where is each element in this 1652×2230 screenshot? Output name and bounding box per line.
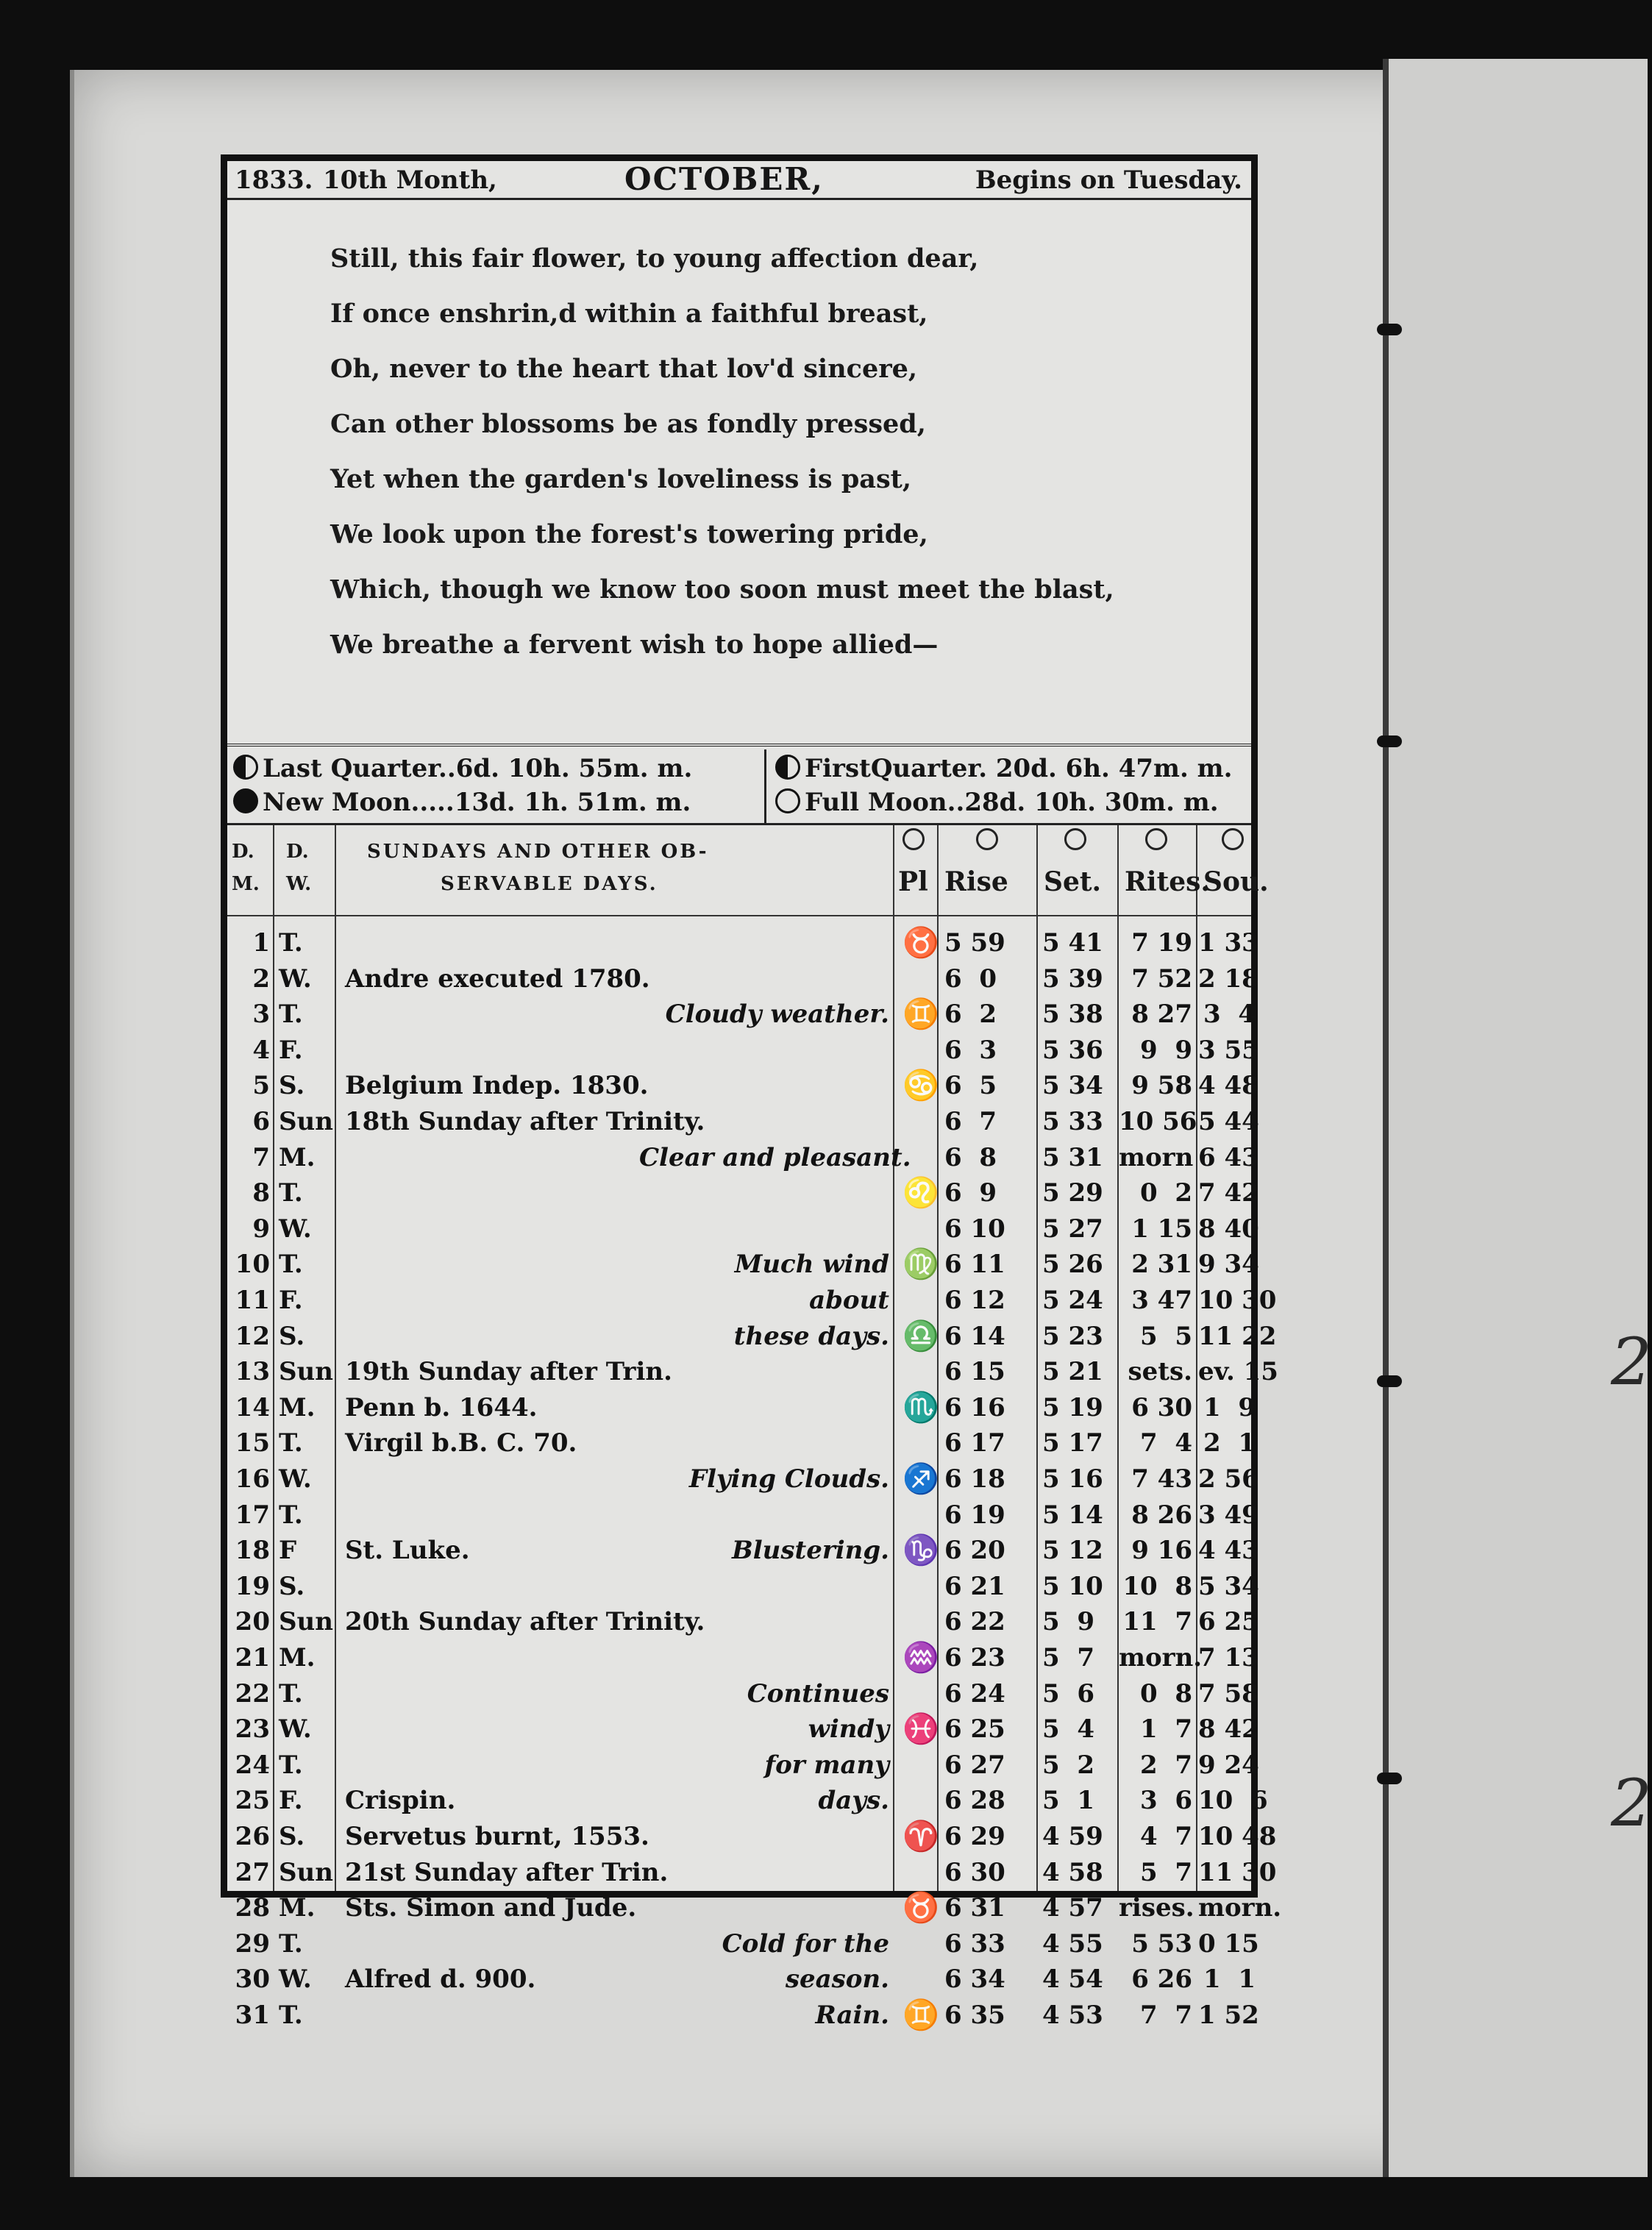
day-of-week: T. — [279, 1678, 303, 1709]
weather-note: Blustering. — [731, 1536, 889, 1566]
moon-rises: 7 52 — [1131, 963, 1192, 994]
moon-rises: 7 19 — [1131, 928, 1192, 958]
sun-set: 4 58 — [1042, 1857, 1103, 1887]
sun-rise: 6 14 — [944, 1321, 1005, 1351]
observable-day: Virgil b.B. C. 70. — [345, 1428, 577, 1458]
moon-south: 2 1 — [1203, 1428, 1256, 1458]
sun-rise: 6 5 — [944, 1071, 997, 1101]
weather-note: Clear and pleasant. — [639, 1142, 911, 1172]
last-quarter-text: Last Quarter..6d. 10h. 55m. m. — [263, 754, 693, 783]
new-moon-icon — [233, 788, 258, 813]
moon-rises: 8 26 — [1131, 1500, 1192, 1530]
planet-icon — [902, 828, 925, 850]
sun-rise: 6 33 — [944, 1928, 1005, 1959]
moon-south: 1 9 — [1203, 1392, 1256, 1422]
moon-rises: 9 9 — [1140, 1035, 1192, 1065]
day-of-month: 6 — [252, 1107, 270, 1136]
moon-rises: 5 5 — [1140, 1321, 1192, 1351]
moon-rises: 7 43 — [1131, 1464, 1192, 1494]
observable-day: Servetus burnt, 1553. — [345, 1822, 649, 1851]
zodiac-sign-icon: ♉ — [902, 925, 939, 960]
moon-south: 7 42 — [1198, 1178, 1259, 1208]
day-of-week: S. — [279, 1321, 305, 1351]
day-of-month: 4 — [252, 1035, 270, 1065]
weather-note: about — [809, 1286, 889, 1315]
zodiac-sign-icon: ♑ — [902, 1533, 939, 1568]
sun-set: 5 2 — [1042, 1750, 1094, 1780]
day-of-month: 29 — [235, 1928, 270, 1959]
zodiac-sign-icon: ♊ — [902, 997, 939, 1032]
sun-rise: 6 34 — [944, 1964, 1005, 1995]
sun-rise: 6 9 — [944, 1178, 997, 1208]
sun-set: 5 10 — [1042, 1571, 1103, 1601]
zodiac-sign-icon: ♈ — [902, 1819, 939, 1853]
full-moon — [775, 788, 1219, 817]
sun-set: 5 31 — [1042, 1142, 1103, 1172]
sun-rise: 6 18 — [944, 1464, 1005, 1494]
month-begins: Begins on Tuesday. — [975, 165, 1242, 195]
day-of-month: 11 — [235, 1286, 270, 1315]
verse-line: We look upon the forest's towering pride, — [330, 519, 928, 549]
day-of-month: 30 — [235, 1964, 270, 1995]
full-moon-icon — [775, 788, 800, 813]
moon-south: 2 56 — [1198, 1464, 1259, 1494]
day-of-week: S. — [279, 1822, 305, 1851]
weather-note: for many — [764, 1750, 889, 1780]
zodiac-sign-icon: ♒ — [902, 1640, 939, 1675]
moon-rises: 9 58 — [1131, 1071, 1192, 1101]
year-label: 1833. — [235, 165, 313, 195]
weather-note: Flying Clouds. — [688, 1464, 889, 1494]
day-of-month: 26 — [235, 1822, 270, 1851]
sun-set: 5 4 — [1042, 1714, 1094, 1745]
moon-rises: 0 8 — [1140, 1678, 1192, 1709]
sun-set: 5 27 — [1042, 1214, 1103, 1244]
moon-south: 5 34 — [1198, 1571, 1259, 1601]
day-of-week: Sun — [279, 1357, 333, 1387]
verse-line: Oh, never to the heart that lov'd sincere, — [330, 354, 918, 384]
day-of-week: S. — [279, 1571, 305, 1601]
zodiac-sign-icon: ♉ — [902, 1890, 939, 1926]
moon-south: 8 42 — [1198, 1714, 1259, 1745]
col-dm-line: M. — [232, 873, 260, 895]
weather-note: Rain. — [815, 2001, 889, 2030]
col-dw-line: D. — [286, 841, 309, 863]
day-of-month: 16 — [235, 1464, 270, 1494]
day-of-week: Sun — [279, 1107, 333, 1136]
moon-south: 1 33 — [1198, 928, 1259, 958]
observable-day: 20th Sunday after Trinity. — [345, 1607, 705, 1637]
day-of-month: 14 — [235, 1392, 270, 1422]
phase-divider — [764, 749, 766, 823]
moon-rises: 7 7 — [1140, 2001, 1192, 2030]
moon-rises: 9 16 — [1131, 1536, 1192, 1566]
observable-day: Crispin. — [345, 1786, 456, 1816]
col-set: Set. — [1044, 866, 1102, 897]
day-of-month: 18 — [235, 1536, 270, 1566]
moon-south: 0 15 — [1198, 1928, 1259, 1959]
moon-rises: 10 56 — [1119, 1107, 1197, 1136]
sun-set: 5 39 — [1042, 963, 1103, 994]
moon-rises: 0 2 — [1140, 1178, 1192, 1208]
moon-rises: 3 47 — [1131, 1286, 1192, 1315]
day-of-week: T. — [279, 1500, 303, 1530]
day-of-month: 1 — [252, 928, 270, 958]
day-of-month: 24 — [235, 1750, 270, 1780]
sun-set: 5 21 — [1042, 1357, 1103, 1387]
col-dm-line: D. — [232, 841, 254, 863]
calendar-table — [227, 825, 1282, 2032]
day-of-week: M. — [279, 1893, 316, 1923]
sun-rise: 6 11 — [944, 1250, 1005, 1280]
new-moon-text: New Moon.....13d. 1h. 51m. m. — [263, 788, 691, 817]
sun-rise: 6 28 — [944, 1786, 1005, 1816]
sun-set: 5 17 — [1042, 1428, 1103, 1458]
weather-note: Continues — [747, 1678, 889, 1709]
column-rule — [893, 825, 894, 1891]
col-rites: Rites. — [1125, 866, 1210, 897]
day-of-month: 8 — [252, 1178, 270, 1208]
moon-rises: 6 26 — [1131, 1964, 1192, 1995]
day-of-week: W. — [279, 963, 312, 994]
col-days-line: SUNDAYS AND OTHER OB- — [367, 841, 709, 863]
first-quarter-moon-icon — [775, 755, 800, 780]
day-of-month: 3 — [252, 1000, 270, 1030]
verse-line: Can other blossoms be as fondly pressed, — [330, 409, 926, 439]
day-of-week: F. — [279, 1786, 303, 1816]
binding-stitch — [1377, 735, 1402, 747]
verse-line: We breathe a fervent wish to hope allied— — [330, 630, 939, 660]
moon-rises: morn. — [1119, 1643, 1203, 1672]
sun-rise: 6 20 — [944, 1536, 1005, 1566]
binding-stitch — [1377, 1773, 1402, 1784]
sun-set: 5 16 — [1042, 1464, 1103, 1494]
day-of-week: M. — [279, 1142, 316, 1172]
sun-set: 5 19 — [1042, 1392, 1103, 1422]
day-of-month: 15 — [235, 1428, 270, 1458]
col-pl: Pl — [898, 866, 928, 897]
weather-note: Much wind — [734, 1250, 889, 1280]
moon-rises: 1 7 — [1140, 1714, 1192, 1745]
weather-note: Cloudy weather. — [665, 1000, 889, 1030]
col-days — [367, 836, 709, 900]
moon-south: 9 34 — [1198, 1250, 1259, 1280]
sun-rise: 6 3 — [944, 1035, 997, 1065]
day-of-month: 17 — [235, 1500, 270, 1530]
moon-phases — [227, 749, 1251, 825]
moon-south: 3 4 — [1203, 1000, 1256, 1030]
moon-south: 11 22 — [1198, 1321, 1277, 1351]
day-of-week: T. — [279, 1428, 303, 1458]
day-of-month: 21 — [235, 1643, 270, 1672]
moon-rises: 5 7 — [1140, 1857, 1192, 1887]
day-of-month: 27 — [235, 1857, 270, 1887]
sun-rise: 6 0 — [944, 963, 997, 994]
day-of-week: T. — [279, 1928, 303, 1959]
moon-rises: 7 4 — [1140, 1428, 1192, 1458]
moon-south: 1 1 — [1203, 1964, 1256, 1995]
weather-note: these days. — [733, 1321, 889, 1351]
moon-rises: morn — [1119, 1142, 1194, 1172]
sun-rise: 6 24 — [944, 1678, 1005, 1709]
day-of-month: 5 — [252, 1071, 270, 1101]
moon-rises: 6 30 — [1131, 1392, 1192, 1422]
sun-icon — [1064, 828, 1086, 850]
moon-south: 3 55 — [1198, 1035, 1259, 1065]
moon-south: 3 49 — [1198, 1500, 1259, 1530]
column-rule — [335, 825, 336, 1891]
day-of-week: T. — [279, 928, 303, 958]
moon-south: 8 40 — [1198, 1214, 1259, 1244]
sun-set: 5 7 — [1042, 1643, 1094, 1672]
sun-rise: 6 27 — [944, 1750, 1005, 1780]
moon-south: 7 58 — [1198, 1678, 1259, 1709]
month-header — [227, 161, 1251, 200]
day-of-month: 9 — [252, 1214, 270, 1244]
almanac-frame — [221, 154, 1282, 2032]
moon-rises: 10 8 — [1122, 1571, 1192, 1601]
day-of-week: W. — [279, 1214, 312, 1244]
sun-set: 5 41 — [1042, 928, 1103, 958]
day-of-week: Sun — [279, 1607, 333, 1637]
first-quarter — [775, 754, 1233, 783]
last-quarter-moon-icon — [233, 755, 258, 780]
last-quarter — [233, 754, 692, 783]
verse-line: If once enshrin,d within a faithful breast, — [330, 299, 928, 329]
observable-day: 21st Sunday after Trin. — [345, 1857, 669, 1887]
sun-set: 5 12 — [1042, 1536, 1103, 1566]
day-of-week: W. — [279, 1964, 312, 1995]
day-of-month: 22 — [235, 1678, 270, 1709]
sun-rise: 6 19 — [944, 1500, 1005, 1530]
moon-south: 2 18 — [1198, 963, 1259, 994]
first-quarter-text: FirstQuarter. 20d. 6h. 47m. m. — [805, 754, 1233, 783]
sun-set: 5 6 — [1042, 1678, 1094, 1709]
margin-handwriting: 2 — [1611, 1765, 1652, 1841]
header-rule — [227, 915, 1251, 916]
observable-day: Penn b. 1644. — [345, 1392, 538, 1422]
verse-line: Yet when the garden's loveliness is past, — [330, 464, 912, 494]
sun-rise: 5 59 — [944, 928, 1005, 958]
col-dw-line: W. — [286, 873, 312, 895]
sun-set: 5 1 — [1042, 1786, 1094, 1816]
moon-south: 7 13 — [1198, 1643, 1259, 1672]
col-dw — [286, 836, 311, 900]
day-of-month: 31 — [235, 2001, 270, 2030]
day-of-month: 20 — [235, 1607, 270, 1637]
day-of-week: M. — [279, 1643, 316, 1672]
moon-south: 11 30 — [1198, 1857, 1277, 1887]
day-of-week: F — [279, 1536, 297, 1566]
new-moon — [233, 788, 691, 817]
sun-rise: 6 17 — [944, 1428, 1005, 1458]
sun-rise: 6 31 — [944, 1893, 1005, 1923]
sun-set: 4 57 — [1042, 1893, 1103, 1923]
weather-note: windy — [808, 1714, 889, 1745]
margin-handwriting: 2 — [1611, 1324, 1652, 1400]
column-rule — [1036, 825, 1038, 1891]
moon-rises: 1 15 — [1131, 1214, 1192, 1244]
moon-rises: 11 7 — [1122, 1607, 1192, 1637]
sun-rise: 6 8 — [944, 1142, 997, 1172]
sun-set: 5 14 — [1042, 1500, 1103, 1530]
day-of-month: 25 — [235, 1786, 270, 1816]
sun-set: 5 24 — [1042, 1286, 1103, 1315]
sun-icon — [976, 828, 998, 850]
day-of-week: M. — [279, 1392, 316, 1422]
col-days-line: SERVABLE DAYS. — [441, 873, 658, 895]
sun-rise: 6 30 — [944, 1857, 1005, 1887]
moon-rises: 2 7 — [1140, 1750, 1192, 1780]
sun-rise: 6 22 — [944, 1607, 1005, 1637]
month-number: 10th Month, — [323, 165, 497, 195]
day-of-week: F. — [279, 1035, 303, 1065]
moon-rises: rises. — [1119, 1893, 1195, 1923]
sun-rise: 6 7 — [944, 1107, 997, 1136]
day-of-month: 10 — [235, 1250, 270, 1280]
sun-set: 5 34 — [1042, 1071, 1103, 1101]
observable-day: Andre executed 1780. — [345, 963, 650, 994]
sun-rise: 6 25 — [944, 1714, 1005, 1745]
moon-south: 6 43 — [1198, 1142, 1259, 1172]
sun-set: 5 23 — [1042, 1321, 1103, 1351]
moon-south: 6 25 — [1198, 1607, 1259, 1637]
sun-rise: 6 10 — [944, 1214, 1005, 1244]
moon-south: 10 48 — [1198, 1822, 1277, 1851]
observable-day: Belgium Indep. 1830. — [345, 1071, 649, 1101]
zodiac-sign-icon: ♌ — [902, 1175, 939, 1211]
sun-rise: 6 23 — [944, 1643, 1005, 1672]
binding-stitch — [1377, 1375, 1402, 1387]
day-of-month: 2 — [252, 963, 270, 994]
zodiac-sign-icon: ♍ — [902, 1247, 939, 1282]
moon-rises: 8 27 — [1131, 1000, 1192, 1030]
sun-rise: 6 16 — [944, 1392, 1005, 1422]
sun-set: 4 54 — [1042, 1964, 1103, 1995]
sun-set: 5 29 — [1042, 1178, 1103, 1208]
moon-icon — [1145, 828, 1167, 850]
observable-day: Sts. Simon and Jude. — [345, 1893, 637, 1923]
day-of-week: Sun — [279, 1857, 333, 1887]
day-of-month: 12 — [235, 1321, 270, 1351]
column-rule — [273, 825, 274, 1891]
moon-rises: 5 53 — [1131, 1928, 1192, 1959]
day-of-month: 13 — [235, 1357, 270, 1387]
moon-rises: sets. — [1128, 1357, 1192, 1387]
day-of-week: S. — [279, 1071, 305, 1101]
day-of-month: 23 — [235, 1714, 270, 1745]
moon-south: 10 30 — [1198, 1286, 1277, 1315]
verse-line: Still, this fair flower, to young affection dear, — [330, 243, 979, 274]
zodiac-sign-icon: ♓ — [902, 1711, 939, 1747]
sun-set: 5 9 — [1042, 1607, 1094, 1637]
col-rise: Rise — [944, 866, 1008, 897]
sun-rise: 6 35 — [944, 2001, 1005, 2030]
binding-stitch — [1377, 324, 1402, 335]
adjacent-page — [1383, 59, 1648, 2177]
observable-day: 19th Sunday after Trin. — [345, 1357, 672, 1387]
full-moon-text: Full Moon..28d. 10h. 30m. m. — [805, 788, 1219, 817]
moon-rises: 3 6 — [1140, 1786, 1192, 1816]
day-of-week: T. — [279, 1000, 303, 1030]
sun-set: 4 55 — [1042, 1928, 1103, 1959]
moon-rises: 4 7 — [1140, 1822, 1192, 1851]
observable-day: Alfred d. 900. — [345, 1964, 536, 1995]
day-of-week: W. — [279, 1714, 312, 1745]
sun-rise: 6 29 — [944, 1822, 1005, 1851]
sun-rise: 6 21 — [944, 1571, 1005, 1601]
moon-south: 5 44 — [1198, 1107, 1259, 1136]
month-name: OCTOBER, — [624, 161, 824, 197]
moon-south: 4 43 — [1198, 1536, 1259, 1566]
verse-block — [227, 199, 1251, 747]
sun-set: 5 26 — [1042, 1250, 1103, 1280]
day-of-week: T. — [279, 1750, 303, 1780]
moon-south: 10 6 — [1198, 1786, 1268, 1816]
weather-note: days. — [818, 1786, 889, 1816]
moon-south: 1 52 — [1198, 2001, 1259, 2030]
sun-set: 5 36 — [1042, 1035, 1103, 1065]
sun-set: 4 59 — [1042, 1822, 1103, 1851]
moon-south: 9 24 — [1198, 1750, 1259, 1780]
moon-rises: 2 31 — [1131, 1250, 1192, 1280]
observable-day: St. Luke. — [345, 1536, 470, 1566]
weather-note: season. — [785, 1964, 889, 1995]
moon-south: 4 48 — [1198, 1071, 1259, 1101]
sun-rise: 6 12 — [944, 1286, 1005, 1315]
column-rule — [1196, 825, 1197, 1891]
zodiac-sign-icon: ♏ — [902, 1389, 939, 1425]
col-dm — [232, 836, 260, 900]
moon-icon — [1222, 828, 1244, 850]
day-of-week: T. — [279, 1250, 303, 1280]
zodiac-sign-icon: ♎ — [902, 1318, 939, 1353]
verse-line: Which, though we know too soon must meet the blast, — [330, 574, 1114, 605]
day-of-week: W. — [279, 1464, 312, 1494]
sun-set: 5 38 — [1042, 1000, 1103, 1030]
sun-rise: 6 15 — [944, 1357, 1005, 1387]
day-of-week: F. — [279, 1286, 303, 1315]
zodiac-sign-icon: ♊ — [902, 1998, 939, 2032]
observable-day: 18th Sunday after Trinity. — [345, 1107, 705, 1136]
day-of-month: 19 — [235, 1571, 270, 1601]
zodiac-sign-icon: ♐ — [902, 1461, 939, 1496]
col-sou: Sou. — [1203, 866, 1269, 897]
day-of-week: T. — [279, 1178, 303, 1208]
sun-set: 5 33 — [1042, 1107, 1103, 1136]
sun-rise: 6 2 — [944, 1000, 997, 1030]
moon-south: ev. 15 — [1198, 1357, 1278, 1387]
day-of-month: 28 — [235, 1893, 270, 1923]
sun-set: 4 53 — [1042, 2001, 1103, 2030]
day-of-month: 7 — [252, 1142, 270, 1172]
moon-south: morn. — [1198, 1893, 1282, 1923]
day-of-week: T. — [279, 2001, 303, 2030]
weather-note: Cold for the — [722, 1928, 889, 1959]
zodiac-sign-icon: ♋ — [902, 1068, 939, 1103]
